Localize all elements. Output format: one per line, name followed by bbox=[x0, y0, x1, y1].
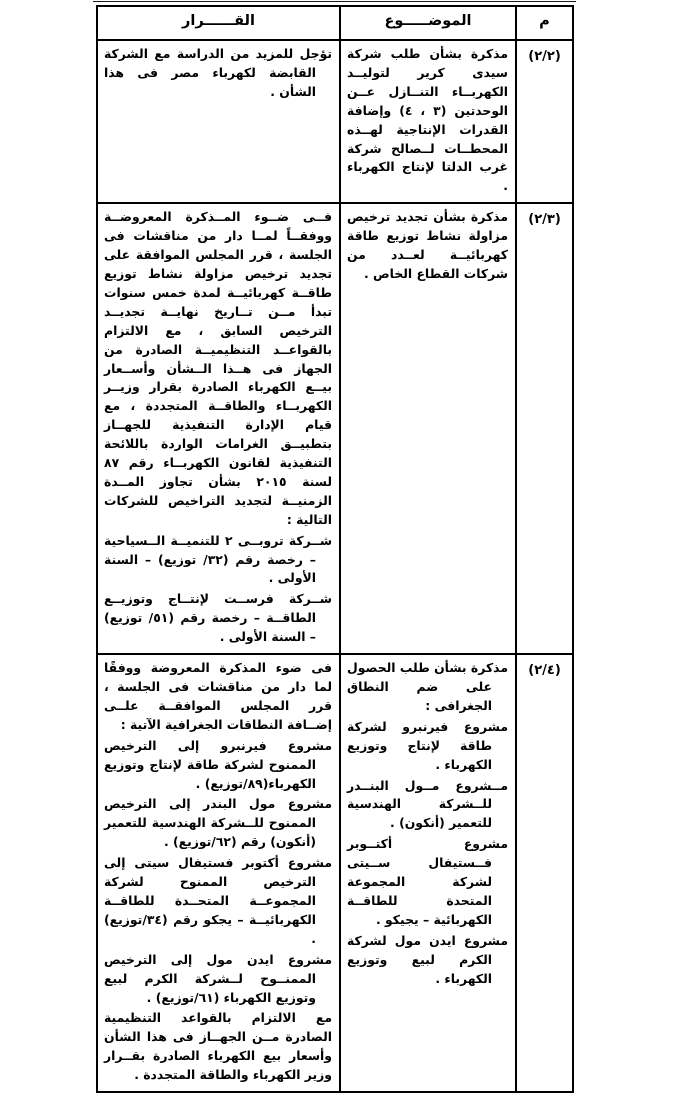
project-entry: مشروع ايدن مول لشركة الكرم لبيع وتوزيع الكهرباء . bbox=[347, 932, 508, 986]
project-entry: مــشروع مــول البنــدر للــشركة الهندسية للتعمير (أنكون) . bbox=[347, 777, 508, 831]
project-entry: مشروع أكتوبر فستيفال سيتى إلى الترخيص الممنوح لشركة المجموعــة المتحــدة للطاقــة الكهربائيــة – يجكو رقم (٣٤/توزيع) . bbox=[104, 855, 332, 946]
table-row-item-2-4 bbox=[97, 654, 573, 1092]
license-entry: شــركة فرســت لإنتــاج وتوزيــع الطاقــة – رخصة رقم (٥١/ توزيع) – السنة الأولى . bbox=[104, 591, 332, 645]
decision-paragraph: مع الالتزام بالقواعد التنظيمية الصادرة مــن الجهــاز فى هذا الشأن وأسعار بيع الكهرباء الصادرة بقــرار وزير الكهرباء والطاقة المتجددة . bbox=[104, 1010, 332, 1083]
decision-cell bbox=[97, 654, 340, 1092]
header-subject: الموضـــــوع bbox=[340, 6, 516, 40]
item-number: (٢/٤) bbox=[516, 654, 573, 1092]
subject-paragraph: مذكرة بشأن تجديد ترخيص مزاولة نشاط توزيع طاقة كهربائيــة لعــدد من شركات القطاع الخاص . bbox=[347, 209, 508, 281]
decision-cell bbox=[97, 40, 340, 203]
item-number: (٢/٢) bbox=[516, 40, 573, 203]
table-header-row bbox=[97, 6, 573, 40]
decision-paragraph: فــى ضــوء المــذكرة المعروضــة ووفقــاً لمــا دار من مناقشات فى الجلسة ، قرر المجلس الموافقة على تجديد ترخيص مزاولة نشاط توزيع طاقــة كهربائيــة لمدة خمس سنوات تبدأ مــن تــاريخ نهايــة تجديــد الترخيص السابق ، مع الالتزام بالقواعــد التنظيميــة الصادرة من الجهاز فى هــذا الــشأن وأســعار بيــع الكهرباء الصادرة بقرار وزيــر الكهربــاء والطاقــة المتجددة ، مع قيام الإدارة التنفيذية للجهــاز بتطبيــق الغرامات الواردة باللائحة التنفيذية لقانون الكهربــاء رقم ٨٧ لسنة ٢٠١٥ بشأن تجاوز المــدة الزمنيــة لتجديد التراخيص للشركات التالية : bbox=[104, 209, 332, 527]
header-number: م bbox=[516, 6, 573, 40]
subject-cell bbox=[340, 654, 516, 1092]
subject-paragraph: مذكرة بشأن طلب شركة سيدى كرير لتوليــد الكهربــاء التنــازل عــن الوحدتين (٣ ، ٤) وإضافة القدرات الإنتاجية لهــذه المحطــات لــصالح شركة غرب الدلتا لإنتاج الكهرباء . bbox=[347, 46, 508, 194]
decisions-table bbox=[96, 5, 574, 1093]
decision-cell bbox=[97, 203, 340, 654]
project-entry: مشروع أكتــوبر فــستيفال ســيتى لشركة المجموعة المتحدة للطاقــة الكهربائية – يجيكو . bbox=[347, 836, 508, 927]
page-top-edge-line bbox=[93, 1, 576, 2]
decision-paragraph: تؤجل للمزيد من الدراسة مع الشركة القابضة لكهرباء مصر فى هذا الشأن . bbox=[104, 46, 332, 99]
license-entry: شــركة تروبــى ٢ للتنميــة الــسياحية – رخصة رقم (٣٢/ توزيع) – السنة الأولى . bbox=[104, 532, 333, 586]
project-entry: مشروع ايدن مول إلى الترخيص الممنــوح لــشركة الكرم لبيع وتوزيع الكهرباء (٦١/توزيع) . bbox=[104, 951, 332, 1005]
table-row-item-2-3 bbox=[97, 203, 573, 654]
table-row-item-2-2 bbox=[97, 40, 573, 203]
project-entry: مشروع فيرنبرو لشركة طاقة لإنتاج وتوزيع الكهرباء . bbox=[347, 718, 508, 772]
project-entry: مشروع مول البندر إلى الترخيص الممنوح للــشركة الهندسية للتعمير (أنكون) رقم (٦٢/توزيع) . bbox=[104, 796, 332, 850]
subject-paragraph: مذكرة بشأن طلب الحصول على ضم النطاق الجغرافى : bbox=[347, 660, 508, 713]
header-decision: القــــــرار bbox=[97, 6, 340, 40]
item-number: (٢/٣) bbox=[516, 203, 573, 654]
subject-cell bbox=[340, 40, 516, 203]
decision-paragraph: فى ضوء المذكرة المعروضة ووفقًا لما دار من مناقشات فى الجلسة ، قرر المجلس الموافقــة علــى إضــافة النطاقات الجغرافية الآتية : bbox=[104, 660, 332, 732]
subject-cell bbox=[340, 203, 516, 654]
project-entry: مشروع فيرنبرو إلى الترخيص الممنوح لشركة طاقة لإنتاج وتوزيع الكهرباء(٨٩/توزيع) . bbox=[104, 737, 332, 791]
